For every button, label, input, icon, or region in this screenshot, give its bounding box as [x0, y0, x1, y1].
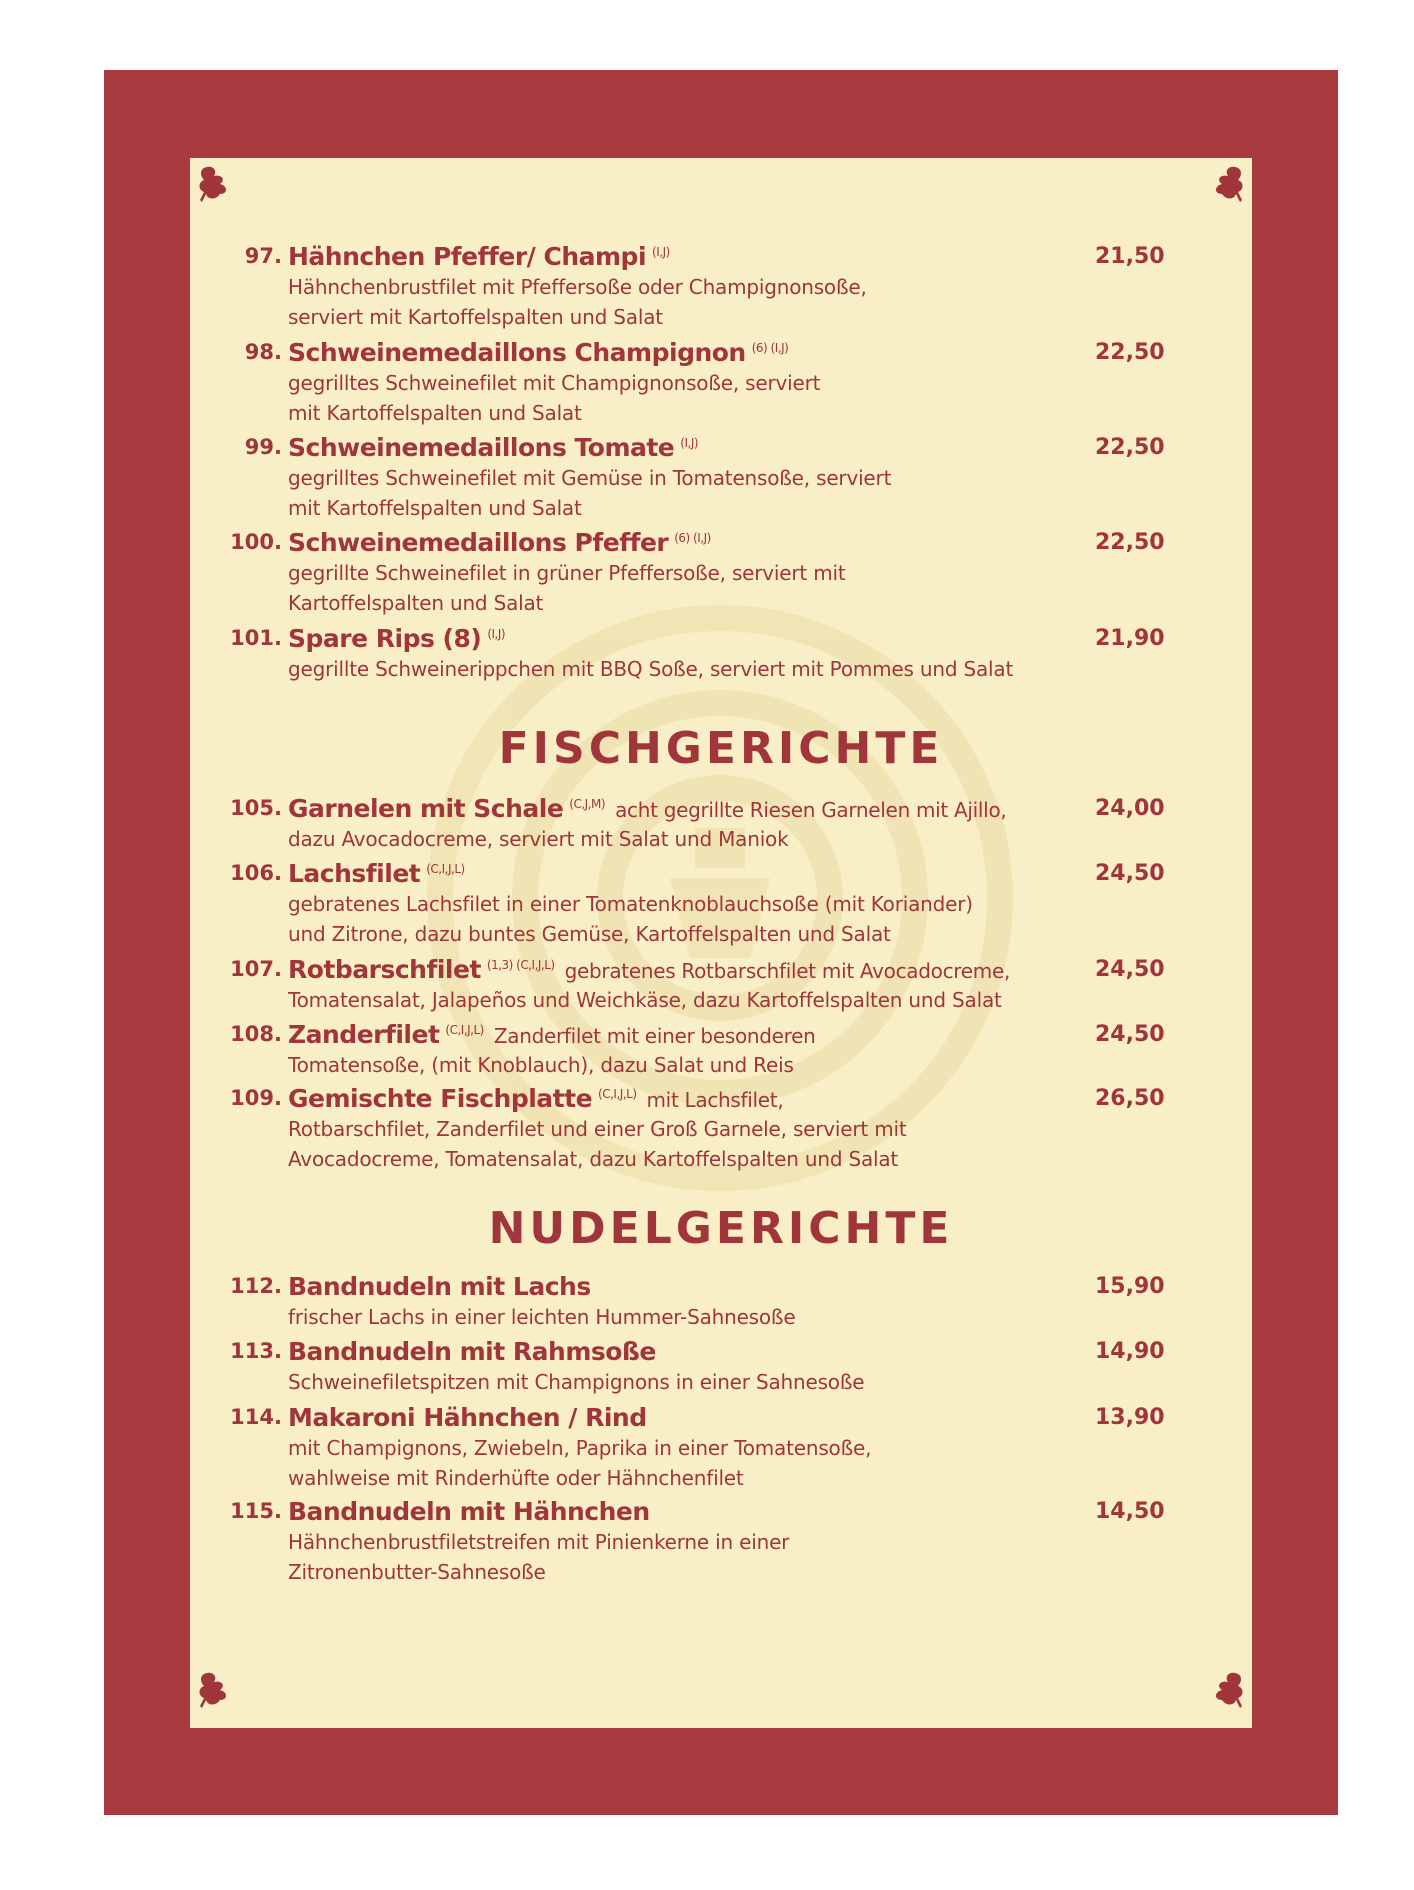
item-name: Spare Rips (8) $^{(I,J)}$: [288, 624, 506, 653]
item-allergens: (C,I,J,L): [426, 861, 465, 876]
menu-item: [190, 1403, 1252, 1493]
fleuron-ornament-icon: [194, 1666, 242, 1714]
item-allergens: (1,3) (C,I,J,L): [486, 957, 555, 972]
item-name: Rotbarschfilet $^{(1,3) (C,I,J,L)}$ gebratenes Rotbarschfilet mit Avocadocreme,: [288, 955, 1011, 984]
item-price: 15,90: [1095, 1274, 1165, 1299]
item-description-inline: acht gegrillte Riesen Garnelen mit Ajillo,: [615, 798, 1007, 822]
fleuron-ornament-icon: [1200, 1666, 1248, 1714]
item-description-line: Hähnchenbrustfiletstreifen mit Pinienkerne in einer: [288, 1530, 790, 1554]
item-name: Garnelen mit Schale $^{(C,J,M)}$ acht gegrillte Riesen Garnelen mit Ajillo,: [288, 794, 1007, 823]
fleuron-ornament-icon: [1200, 160, 1248, 208]
menu-item: [190, 1084, 1252, 1174]
item-description-line: Avocadocreme, Tomatensalat, dazu Kartoffelspalten und Salat: [288, 1147, 899, 1171]
section-title-nudelgerichte: NUDELGERICHTE: [488, 1203, 954, 1254]
item-name: Bandnudeln mit Lachs: [288, 1272, 591, 1301]
item-price: 24,50: [1095, 861, 1165, 886]
item-description-line: frischer Lachs in einer leichten Hummer-Sahnesoße: [288, 1305, 796, 1329]
item-allergens: (6) (I,J): [751, 340, 789, 355]
menu-panel: [190, 158, 1252, 1728]
item-description-line: wahlweise mit Rinderhüfte oder Hähnchenfilet: [288, 1466, 744, 1490]
item-allergens: (I,J): [680, 435, 699, 450]
item-description-line: Zitronenbutter-Sahnesoße: [288, 1560, 546, 1584]
item-description-line: gegrilltes Schweinefilet mit Champignonsoße, serviert: [288, 371, 821, 395]
item-allergens: (C,J,M): [569, 796, 606, 811]
menu-frame: [104, 70, 1338, 1815]
item-number: 98.: [244, 340, 282, 364]
menu-item: [190, 624, 1252, 684]
item-description-line: und Zitrone, dazu buntes Gemüse, Kartoffelspalten und Salat: [288, 922, 891, 946]
item-name: Gemischte Fischplatte $^{(C,I,J,L)}$ mit Lachsfilet,: [288, 1084, 784, 1113]
item-number: 100.: [230, 530, 282, 554]
item-description-line: serviert mit Kartoffelspalten und Salat: [288, 305, 663, 329]
item-description-line: gegrilltes Schweinefilet mit Gemüse in Tomatensoße, serviert: [288, 466, 892, 490]
item-description-line: mit Champignons, Zwiebeln, Paprika in einer Tomatensoße,: [288, 1436, 872, 1460]
item-description-line: Rotbarschfilet, Zanderfilet und einer Groß Garnele, serviert mit: [288, 1117, 907, 1141]
item-price: 24,50: [1095, 957, 1165, 982]
item-price: 13,90: [1095, 1405, 1165, 1430]
item-name: Schweinemedaillons Pfeffer $^{(6) (I,J)}$: [288, 528, 711, 557]
item-description-line: gegrillte Schweinefilet in grüner Pfeffersoße, serviert mit: [288, 561, 846, 585]
menu-item: [190, 1020, 1252, 1080]
item-allergens: (6) (I,J): [674, 530, 711, 545]
item-description-inline: Zanderfilet mit einer besonderen: [493, 1024, 816, 1048]
item-price: 14,50: [1095, 1499, 1165, 1524]
item-number: 114.: [230, 1405, 282, 1429]
item-number: 115.: [230, 1499, 282, 1523]
item-number: 112.: [230, 1274, 282, 1298]
item-description-line: Tomatensalat, Jalapeños und Weichkäse, dazu Kartoffelspalten und Salat: [288, 988, 1002, 1012]
menu-item: [190, 242, 1252, 332]
menu-item: [190, 955, 1252, 1015]
item-number: 105.: [230, 796, 282, 820]
item-name: Makaroni Hähnchen / Rind: [288, 1403, 647, 1432]
item-description-line: gegrillte Schweinerippchen mit BBQ Soße, serviert mit Pommes und Salat: [288, 657, 1014, 681]
item-number: 107.: [230, 957, 282, 981]
item-name: Bandnudeln mit Rahmsoße: [288, 1337, 656, 1366]
section-title-fischgerichte: FISCHGERICHTE: [498, 723, 944, 774]
item-number: 97.: [244, 244, 282, 268]
item-description-line: Tomatensoße, (mit Knoblauch), dazu Salat und Reis: [288, 1053, 794, 1077]
item-number: 99.: [244, 435, 282, 459]
item-price: 14,90: [1095, 1339, 1165, 1364]
item-number: 106.: [230, 861, 282, 885]
item-description-inline: gebratenes Rotbarschfilet mit Avocadocreme,: [564, 959, 1011, 983]
item-allergens: (C,I,J,L): [598, 1086, 637, 1101]
item-price: 22,50: [1095, 340, 1165, 365]
menu-item: [190, 433, 1252, 523]
item-name: Lachsfilet $^{(C,I,J,L)}$: [288, 859, 465, 888]
item-price: 21,90: [1095, 626, 1165, 651]
menu-item: [190, 528, 1252, 618]
menu-item: [190, 794, 1252, 854]
menu-item: [190, 1497, 1252, 1587]
item-name: Schweinemedaillons Champignon $^{(6) (I,J)}$: [288, 338, 789, 367]
item-description-line: mit Kartoffelspalten und Salat: [288, 401, 582, 425]
item-number: 108.: [230, 1022, 282, 1046]
menu-item: [190, 1272, 1252, 1332]
item-description-inline: mit Lachsfilet,: [646, 1088, 784, 1112]
item-name: Hähnchen Pfeffer/ Champi $^{(I,J)}$: [288, 242, 670, 271]
item-number: 101.: [230, 626, 282, 650]
menu-item: [190, 859, 1252, 949]
item-price: 24,00: [1095, 796, 1165, 821]
item-description-line: gebratenes Lachsfilet in einer Tomatenknoblauchsoße (mit Koriander): [288, 892, 973, 916]
item-name: Zanderfilet $^{(C,I,J,L)}$ Zanderfilet mit einer besonderen: [288, 1020, 816, 1049]
item-number: 113.: [230, 1339, 282, 1363]
menu-item: [190, 338, 1252, 428]
item-price: 22,50: [1095, 530, 1165, 555]
item-number: 109.: [230, 1086, 282, 1110]
item-description-line: mit Kartoffelspalten und Salat: [288, 496, 582, 520]
item-description-line: dazu Avocadocreme, serviert mit Salat und Maniok: [288, 827, 789, 851]
item-price: 26,50: [1095, 1086, 1165, 1111]
item-price: 22,50: [1095, 435, 1165, 460]
item-price: 21,50: [1095, 244, 1165, 269]
item-price: 24,50: [1095, 1022, 1165, 1047]
fleuron-ornament-icon: [194, 160, 242, 208]
item-description-line: Hähnchenbrustfilet mit Pfeffersoße oder Champignonsoße,: [288, 275, 867, 299]
item-allergens: (I,J): [487, 626, 506, 641]
item-allergens: (C,I,J,L): [445, 1022, 484, 1037]
item-name: Schweinemedaillons Tomate $^{(I,J)}$: [288, 433, 699, 462]
item-allergens: (I,J): [652, 244, 670, 259]
item-name: Bandnudeln mit Hähnchen: [288, 1497, 650, 1526]
menu-item: [190, 1337, 1252, 1397]
item-description-line: Kartoffelspalten und Salat: [288, 591, 544, 615]
item-description-line: Schweinefiletspitzen mit Champignons in einer Sahnesoße: [288, 1370, 865, 1394]
